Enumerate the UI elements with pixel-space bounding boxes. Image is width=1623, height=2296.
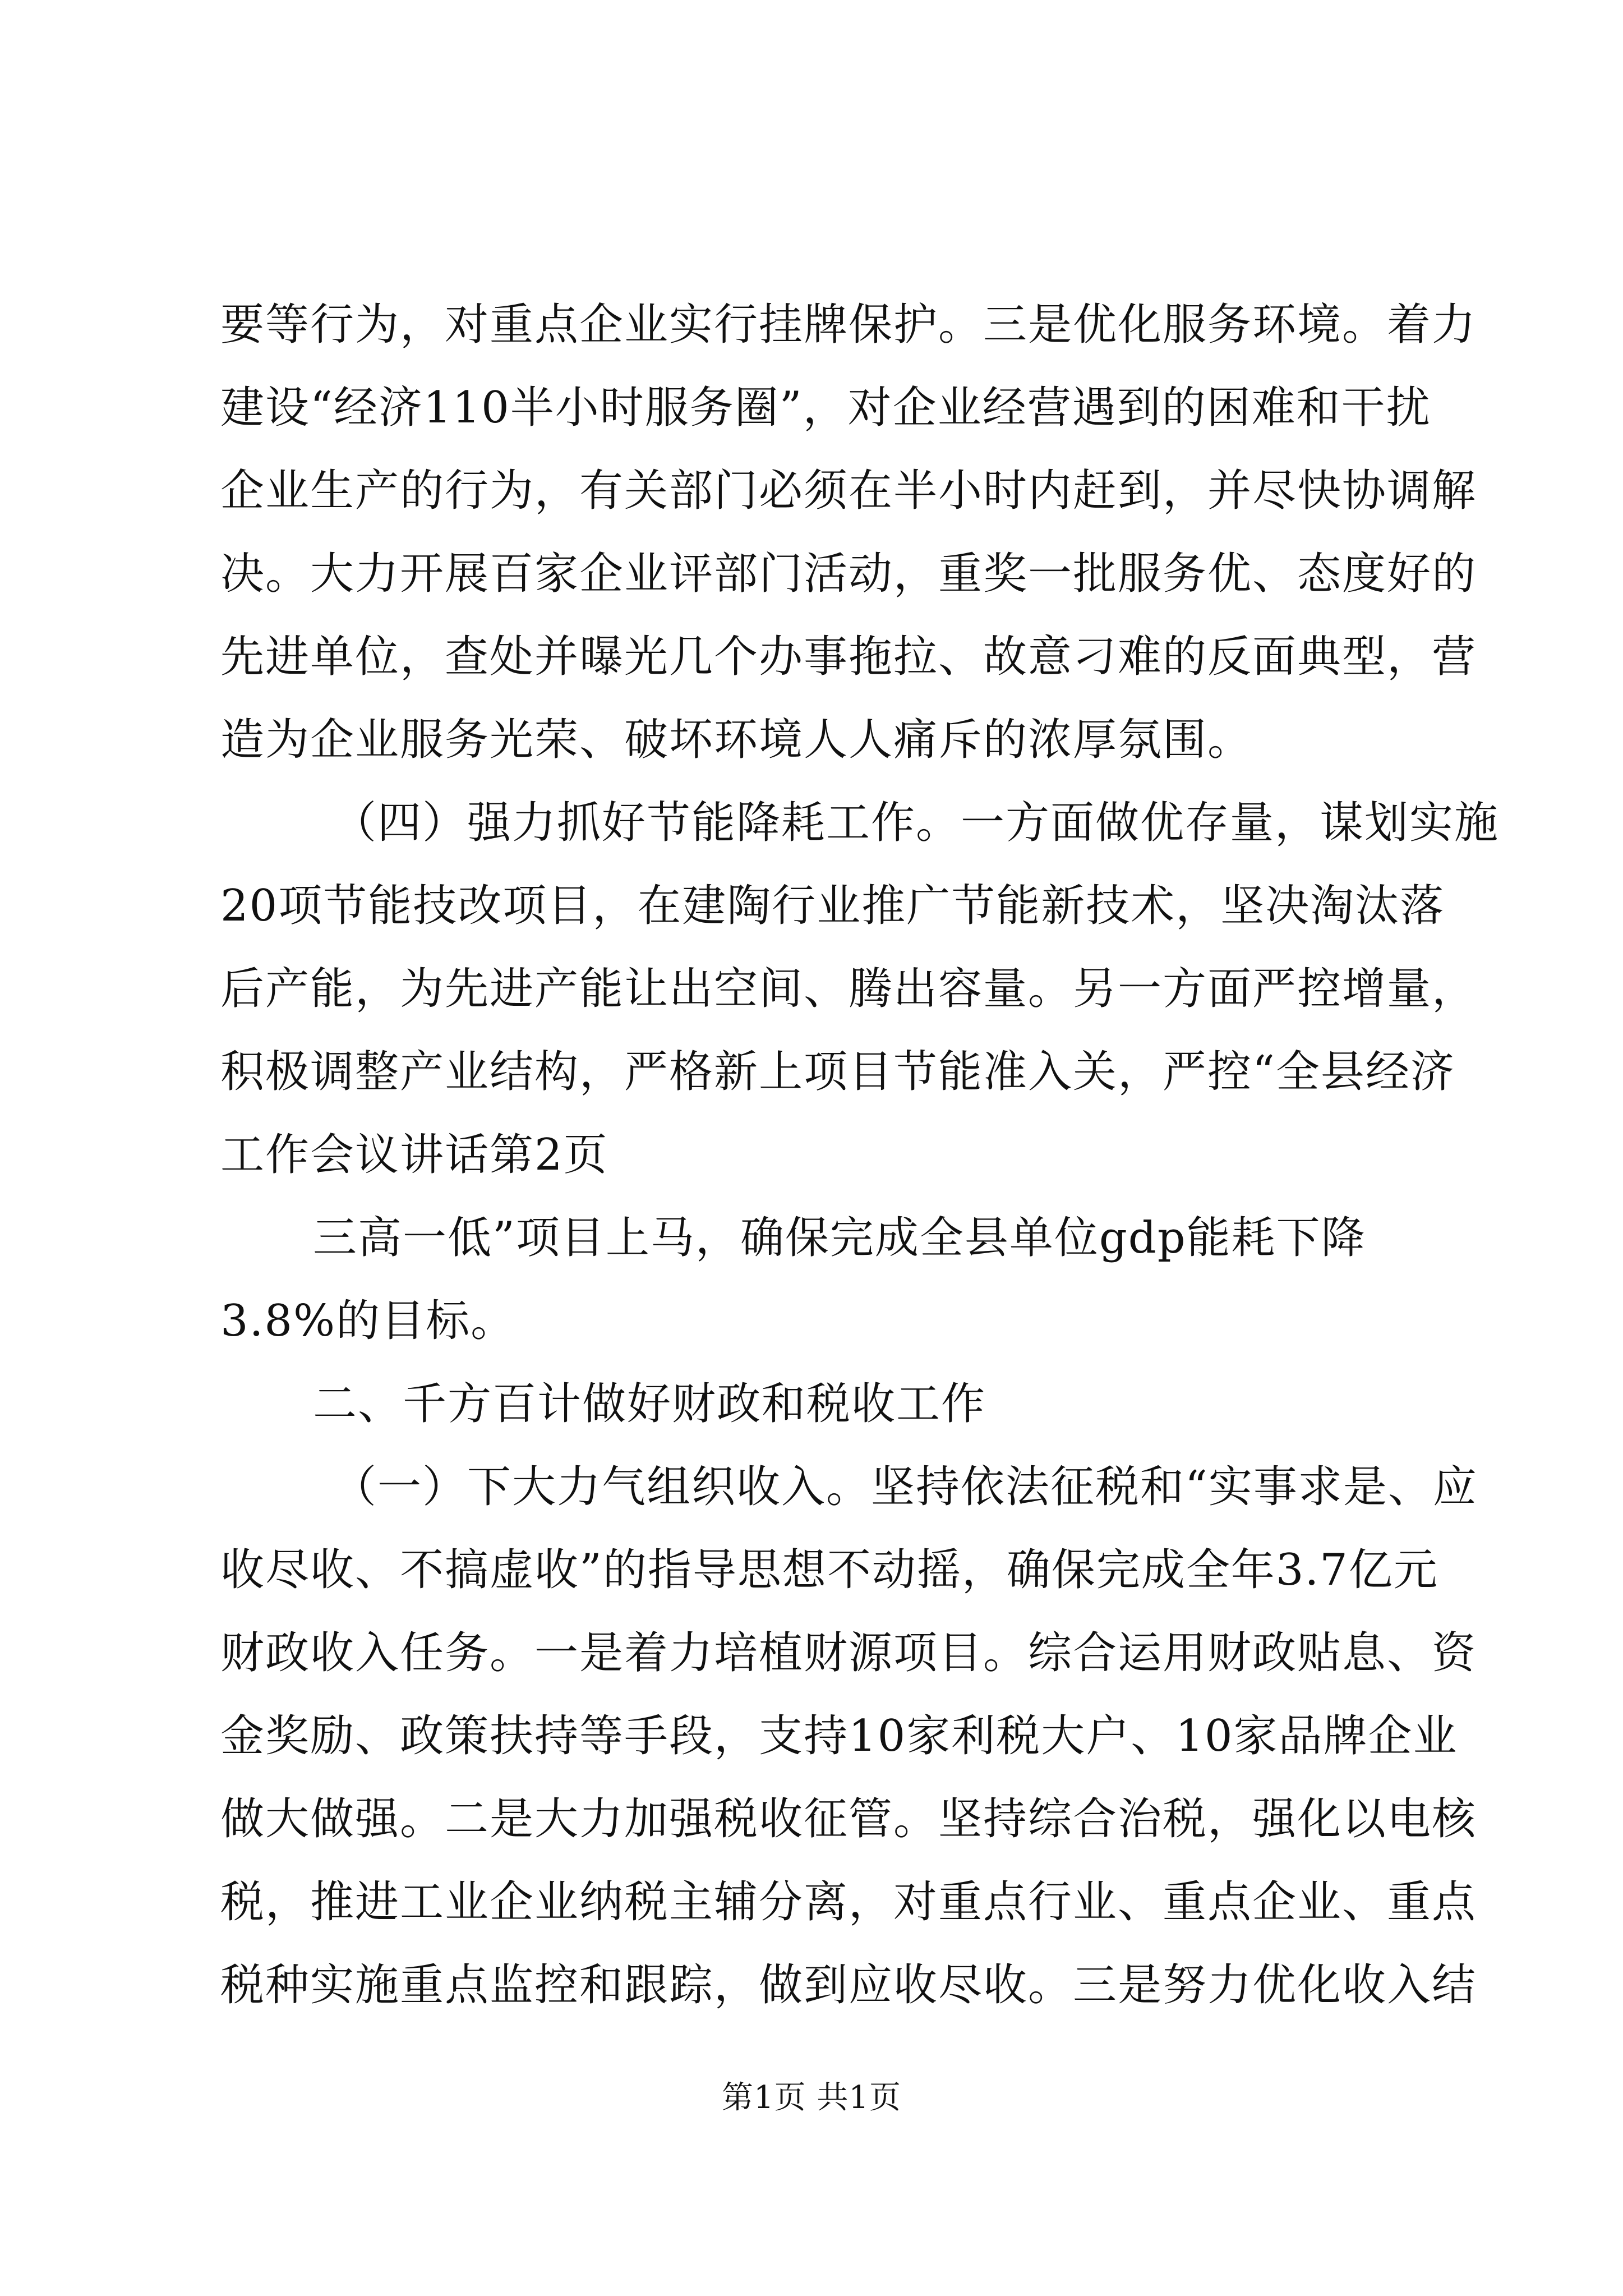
text-line: 3.8%的目标。 (220, 1296, 516, 1346)
text-line: 做大做强。二是大力加强税收征管。坚持综合治税，强化以电核 (220, 1794, 1477, 1844)
text-line: 决。大力开展百家企业评部门活动，重奖一批服务优、态度好的 (220, 549, 1477, 599)
text-line: 税，推进工业企业纳税主辅分离，对重点行业、重点企业、重点 (220, 1877, 1477, 1927)
text-line: 收尽收、不搞虚收”的指导思想不动摇，确保完成全年3.7亿元 (220, 1545, 1438, 1595)
text-line: （四）强力抓好节能降耗工作。一方面做优存量，谋划实施 (333, 798, 1500, 848)
text-line: 建设“经济110半小时服务圈”，对企业经营遇到的困难和干扰 (220, 383, 1431, 433)
text-line: 先进单位，查处并曝光几个办事拖拉、故意刁难的反面典型，营 (220, 632, 1477, 682)
text-line: 工作会议讲话第2页 (220, 1130, 608, 1180)
text-line: 要等行为，对重点企业实行挂牌保护。三是优化服务环境。着力 (220, 300, 1477, 350)
text-line: 三高一低”项目上马，确保完成全县单位gdp能耗下降 (313, 1213, 1366, 1263)
text-line: 企业生产的行为，有关部门必须在半小时内赶到，并尽快协调解 (220, 466, 1477, 516)
text-line: 税种实施重点监控和跟踪，做到应收尽收。三是努力优化收入结 (220, 1960, 1477, 2010)
text-line: 造为企业服务光荣、破坏环境人人痛斥的浓厚氛围。 (220, 715, 1253, 765)
text-line: 后产能，为先进产能让出空间、腾出容量。另一方面严控增量， (220, 964, 1477, 1014)
text-line: 金奖励、政策扶持等手段，支持10家利税大户、10家品牌企业 (220, 1711, 1458, 1761)
text-line: 财政收入任务。一是着力培植财源项目。综合运用财政贴息、资 (220, 1628, 1477, 1678)
document-body (220, 283, 1500, 2027)
text-line: 20项节能技改项目，在建陶行业推广节能新技术，坚决淘汰落 (220, 881, 1445, 931)
text-line: 积极调整产业结构，严格新上项目节能准入关，严控“全县经济 (220, 1047, 1455, 1097)
section-heading: 二、千方百计做好财政和税收工作 (313, 1379, 986, 1429)
page-footer (0, 2076, 1623, 2120)
text-line: （一）下大力气组织收入。坚持依法征税和“实事求是、应 (333, 1462, 1478, 1512)
page-number: 第1页 共1页 (721, 2079, 902, 2116)
